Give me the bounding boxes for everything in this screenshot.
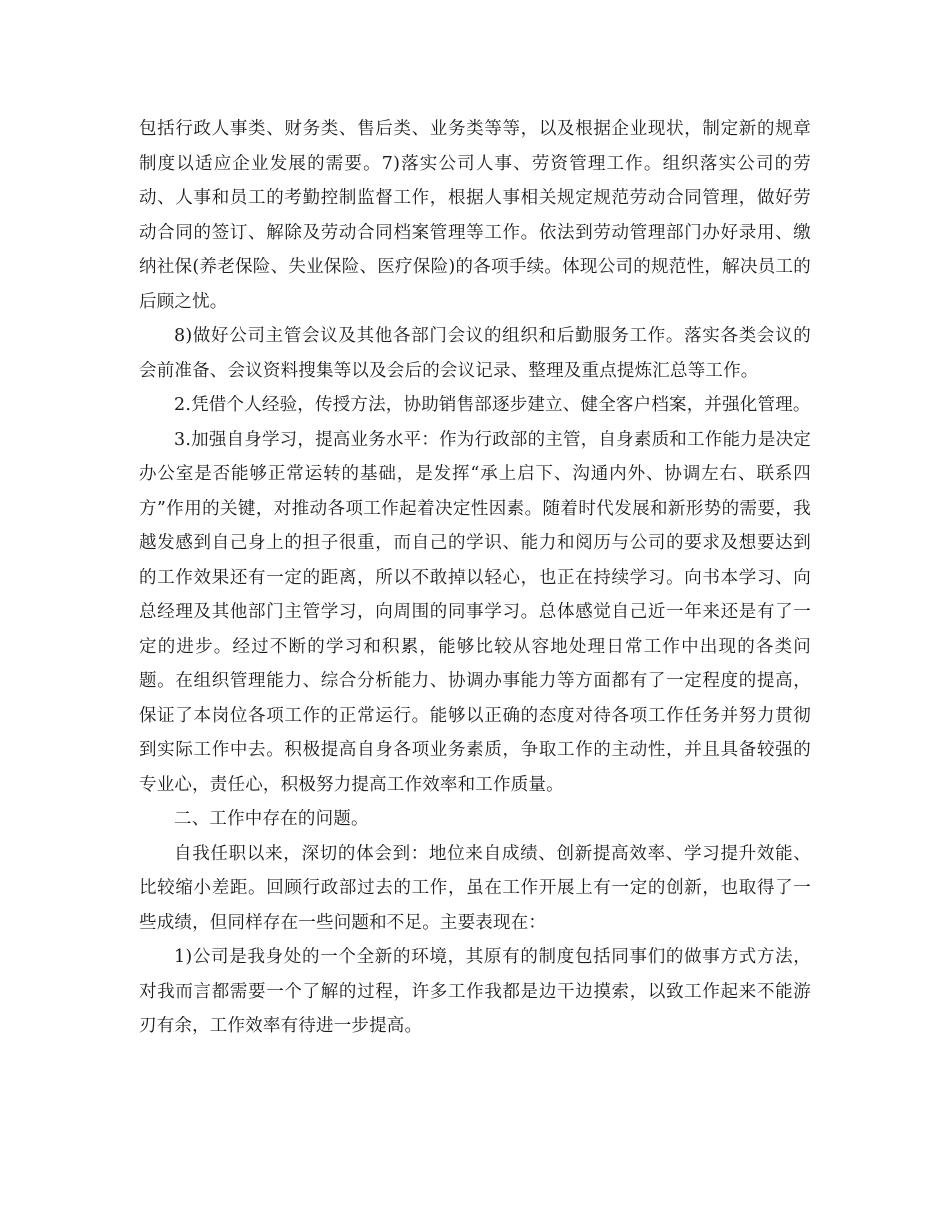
paragraph-4: 3.加强自身学习，提高业务水平：作为行政部的主管，自身素质和工作能力是决定办公室是否能够正常运转的基础，是发挥“承上启下、沟通内外、协调左右、联系四方”作用的关键，对推动各项工作起着决定性因素。随着时代发展和新形势的需要，我越发感到自己身上的担子很重，而自己的学识、能力和阅历与公司的要求及想要达到的工作效果还有一定的距离，所以不敢掉以轻心，也正在持续学习。向书本学习、向总经理及其他部门主管学习，向周围的同事学习。总体感觉自己近一年来还是有了一定的进步。经过不断的学习和积累，能够比较从容地处理日常工作中出现的各类问题。在组织管理能力、综合分析能力、协调办事能力等方面都有了一定程度的提高，保证了本岗位各项工作的正常运行。能够以正确的态度对待各项工作任务并努力贯彻到实际工作中去。积极提高自身各项业务素质，争取工作的主动性，并且具备较强的专业心，责任心，积极努力提高工作效率和工作质量。 <box>139 429 811 795</box>
paragraph-6: 1)公司是我身处的一个全新的环境，其原有的制度包括同事们的做事方式方法，对我而言都需要一个了解的过程，许多工作我都是边干边摸索，以致工作起来不能游刃有余，工作效率有待进一步提高。 <box>139 947 811 1036</box>
document-body <box>139 112 811 1044</box>
paragraph-2: 8)做好公司主管会议及其他各部门会议的组织和后勤服务工作。落实各类会议的会前准备、会议资料搜集等以及会后的会议记录、整理及重点提炼汇总等工作。 <box>139 326 811 381</box>
paragraph-5: 自我任职以来，深切的体会到：地位来自成绩、创新提高效率、学习提升效能、比较缩小差距。回顾行政部过去的工作，虽在工作开展上有一定的创新，也取得了一些成绩，但同样存在一些问题和不足。主要表现在： <box>139 843 811 933</box>
paragraph-3: 2.凭借个人经验，传授方法，协助销售部逐步建立、健全客户档案，并强化管理。 <box>174 395 811 415</box>
section-heading: 二、工作中存在的问题。 <box>174 809 369 829</box>
paragraph-1: 包括行政人事类、财务类、售后类、业务类等等，以及根据企业现状，制定新的规章制度以适应企业发展的需要。7)落实公司人事、劳资管理工作。组织落实公司的劳动、人事和员工的考勤控制监督工作，根据人事相关规定规范劳动合同管理，做好劳动合同的签订、解除及劳动合同档案管理等工作。依法到劳动管理部门办好录用、缴纳社保(养老保险、失业保险、医疗保险)的各项手续。体现公司的规范性，解决员工的后顾之忧。 <box>139 119 811 312</box>
